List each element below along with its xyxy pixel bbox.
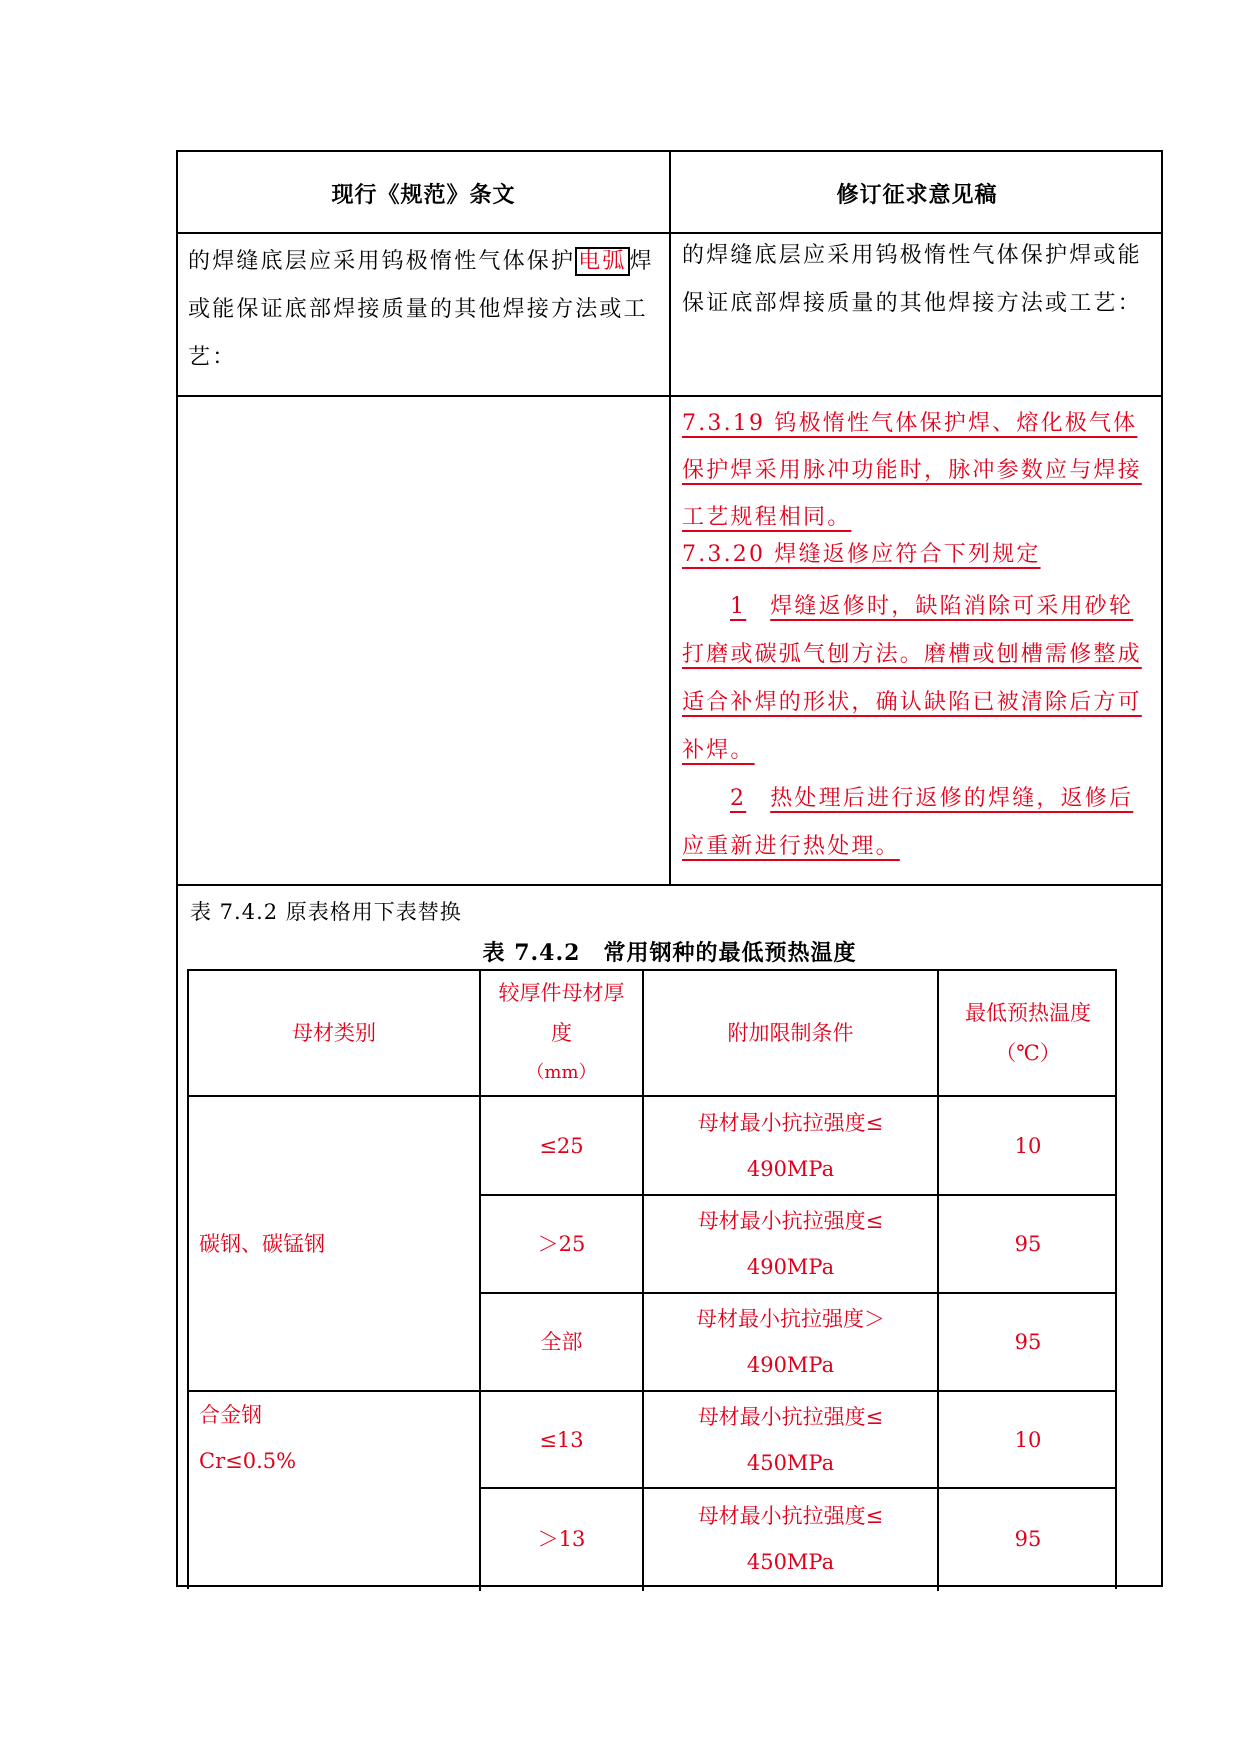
comparison-table [176, 150, 1163, 1587]
item-2-text: 热处理后进行返修的焊缝，返修后应重新进行热处理。 [682, 786, 1134, 859]
replacement-note: 表 7.4.2 原表格用下表替换 [190, 900, 462, 924]
header-revised-draft: 修订征求意见稿 [836, 181, 998, 208]
clause-7-3-20-item-2 [682, 775, 1154, 871]
thickness-cell: ≤13 [539, 1427, 584, 1452]
revised-clause-text: 的焊缝底层应采用钨极惰性气体保护焊或能保证底部焊接质量的其他焊接方法或工艺： [682, 243, 1142, 316]
item-2-number: 2 [730, 786, 747, 811]
condition-line: 450MPa [746, 1550, 835, 1574]
category-alloy-steel [189, 1392, 479, 1589]
current-clause-after: 焊或能保证底部焊接质量的其他焊接方法或工艺： [188, 249, 654, 370]
condition-line: 母材最小抗拉强度＞ [696, 1307, 885, 1331]
condition-line: 450MPa [746, 1450, 835, 1475]
current-clause-before: 的焊缝底层应采用钨极惰性气体保护 [188, 249, 576, 274]
category-carbon-steel: 碳钢、碳锰钢 [199, 1231, 325, 1256]
thickness-cell: 全部 [540, 1330, 583, 1354]
condition-cell [644, 1097, 937, 1194]
thickness-cell: ≤25 [539, 1133, 584, 1158]
header-material-category: 母材类别 [292, 1021, 376, 1045]
header-current-clause: 现行《规范》条文 [331, 181, 516, 208]
header-temp-unit: （℃） [995, 1041, 1061, 1065]
deleted-word-box: 电弧 [575, 247, 629, 276]
clause-7-3-19: 7.3.19 钨极惰性气体保护焊、熔化极气体保护焊采用脉冲功能时，脉冲参数应与焊接工艺规程相同。 [682, 411, 1142, 530]
header-min-preheat-temp [939, 971, 1117, 1095]
item-1-number: 1 [730, 594, 747, 619]
condition-line: 母材最小抗拉强度≤ [697, 1504, 884, 1528]
temp-cell: 95 [1014, 1232, 1042, 1256]
header-thickness-line: 较厚件母材厚 [498, 981, 625, 1005]
header-temp-line: 最低预热温度 [965, 1001, 1091, 1025]
column-divider [669, 152, 671, 886]
temp-cell: 95 [1014, 1330, 1042, 1354]
temp-cell: 95 [1014, 1527, 1042, 1551]
thickness-cell: ＞13 [537, 1527, 586, 1551]
thickness-cell: ＞25 [537, 1232, 586, 1256]
temp-cell: 10 [1014, 1133, 1042, 1158]
header-thickness [481, 971, 642, 1095]
condition-line: 母材最小抗拉强度≤ [697, 1110, 884, 1135]
condition-cell [644, 1294, 937, 1390]
header-thickness-unit: （mm） [526, 1062, 597, 1083]
clause-7-3-20-item-1 [682, 583, 1154, 775]
condition-line: 490MPa [746, 1156, 835, 1181]
header-thickness-line: 度 [551, 1021, 572, 1045]
category-line: Cr≤0.5% [199, 1449, 297, 1473]
preheat-table-title: 表 7.4.2 常用钢种的最低预热温度 [482, 940, 857, 966]
item-1-text: 焊缝返修时，缺陷消除可采用砂轮打磨或碳弧气刨方法。磨槽或刨槽需修整成适合补焊的形状，确认缺陷已被清除后方可补焊。 [682, 594, 1142, 763]
header-additional-conditions: 附加限制条件 [727, 1021, 854, 1045]
temp-cell: 10 [1014, 1427, 1042, 1452]
clause-7-3-20: 7.3.20 焊缝返修应符合下列规定 [682, 542, 1041, 567]
preheat-table [187, 969, 1117, 1589]
condition-line: 490MPa [746, 1353, 835, 1377]
condition-cell [644, 1392, 937, 1487]
condition-cell [644, 1489, 937, 1589]
current-clause-text [188, 238, 660, 382]
condition-line: 母材最小抗拉强度≤ [697, 1209, 884, 1233]
condition-cell [644, 1196, 937, 1292]
category-line: 合金钢 [199, 1403, 262, 1427]
revised-new-clauses [682, 400, 1154, 871]
condition-line: 490MPa [746, 1255, 835, 1279]
condition-line: 母材最小抗拉强度≤ [697, 1404, 884, 1429]
